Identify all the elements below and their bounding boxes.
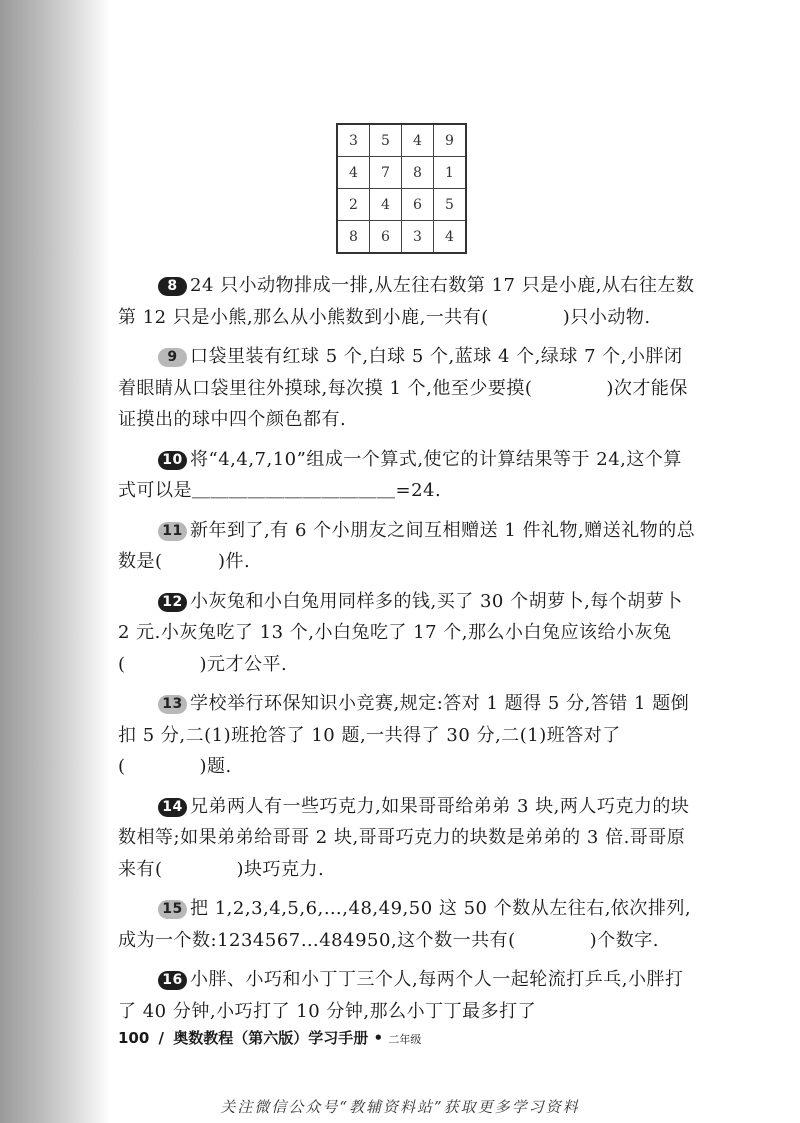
problem-number-badge: 9 <box>158 348 187 367</box>
grid-cell: 4 <box>370 189 402 221</box>
grid-cell: 8 <box>402 157 434 189</box>
problem-text: 将“4,4,7,10”组成一个算式,使它的计算结果等于 24,这个算式可以是＿＿＿＿＿＿＿＿＿＿＿=24. <box>118 448 682 501</box>
problem-number-badge: 16 <box>158 971 187 990</box>
watermark-text: 关注微信公众号“教辅资料站”获取更多学习资料 <box>220 1098 580 1116</box>
problem-item <box>118 270 700 333</box>
page-number: 100 <box>118 1029 150 1047</box>
problem-text: 小胖、小巧和小丁丁三个人,每两个人一起轮流打乒乓,小胖打了 40 分钟,小巧打了 10 分钟,那么小丁丁最多打了 <box>118 969 684 1022</box>
grade-label: 二年级 <box>388 1033 422 1046</box>
problem-item <box>118 688 700 783</box>
problem-number-badge: 8 <box>158 277 187 296</box>
problem-text: 兄弟两人有一些巧克力,如果哥哥给弟弟 3 块,两人巧克力的块数相等;如果弟弟给哥哥 2 块,哥哥巧克力的块数是弟弟的 3 倍.哥哥原来有( )块巧克力. <box>118 795 690 880</box>
grid-row <box>337 124 466 157</box>
grid-cell: 4 <box>337 157 370 189</box>
grid-cell: 3 <box>402 221 434 254</box>
problem-item <box>118 341 700 436</box>
grid-cell: 8 <box>337 221 370 254</box>
grid-cell: 1 <box>434 157 467 189</box>
grid-cell: 3 <box>337 124 370 157</box>
number-grid <box>336 123 467 254</box>
problem-item <box>118 444 700 507</box>
problem-number-badge: 15 <box>158 900 187 919</box>
grid-row <box>337 157 466 189</box>
problem-list <box>118 270 700 1035</box>
problem-item <box>118 893 700 956</box>
problem-number-badge: 14 <box>158 798 187 817</box>
problem-text: 把 1,2,3,4,5,6,…,48,49,50 这 50 个数从左往右,依次排列,成为一个数:1234567…484950,这个数一共有( )个数字. <box>118 898 692 951</box>
problem-number-badge: 10 <box>158 451 187 470</box>
problem-text: 口袋里装有红球 5 个,白球 5 个,蓝球 4 个,绿球 7 个,小胖闭着眼睛从口袋里往外摸球,每次摸 1 个,他至少要摸( )次才能保证摸出的球中四个颜色都有. <box>118 346 688 430</box>
problem-number-badge: 13 <box>158 695 187 714</box>
problem-number-badge: 11 <box>158 522 187 541</box>
problem-text: 新年到了,有 6 个小朋友之间互相赠送 1 件礼物,赠送礼物的总数是( )件. <box>118 519 696 572</box>
grid-row <box>337 189 466 221</box>
page-footer <box>118 1027 421 1048</box>
footer-slash: / <box>158 1029 165 1047</box>
problem-text: 小灰兔和小白兔用同样多的钱,买了 30 个胡萝卜,每个胡萝卜 2 元.小灰兔吃了 13 个,小白兔吃了 17 个,那么小白兔应该给小灰兔( )元才公平. <box>118 590 683 675</box>
problem-text: 学校举行环保知识小竞赛,规定:答对 1 题得 5 分,答错 1 题倒扣 5 分,二(1)班抢答了 10 题,一共得了 30 分,二(1)班答对了( )题. <box>118 693 690 777</box>
grid-row <box>337 221 466 254</box>
grid-cell: 5 <box>434 189 467 221</box>
grid-cell: 2 <box>337 189 370 221</box>
grid-cell: 7 <box>370 157 402 189</box>
page-edge-shadow <box>0 0 110 1123</box>
problem-item <box>118 791 700 886</box>
book-title: 奥数教程（第六版）学习手册 <box>173 1029 369 1047</box>
footer-dot: • <box>373 1029 384 1047</box>
problem-text: 24 只小动物排成一排,从左往右数第 17 只是小鹿,从右往左数第 12 只是小熊,那么从小熊数到小鹿,一共有( )只小动物. <box>118 275 695 328</box>
problem-number-badge: 12 <box>158 593 187 612</box>
problem-item <box>118 964 700 1027</box>
grid-cell: 6 <box>370 221 402 254</box>
grid-cell: 6 <box>402 189 434 221</box>
problem-item <box>118 586 700 681</box>
grid-cell: 9 <box>434 124 467 157</box>
grid-cell: 5 <box>370 124 402 157</box>
grid-cell: 4 <box>402 124 434 157</box>
problem-item <box>118 515 700 578</box>
grid-cell: 4 <box>434 221 467 254</box>
